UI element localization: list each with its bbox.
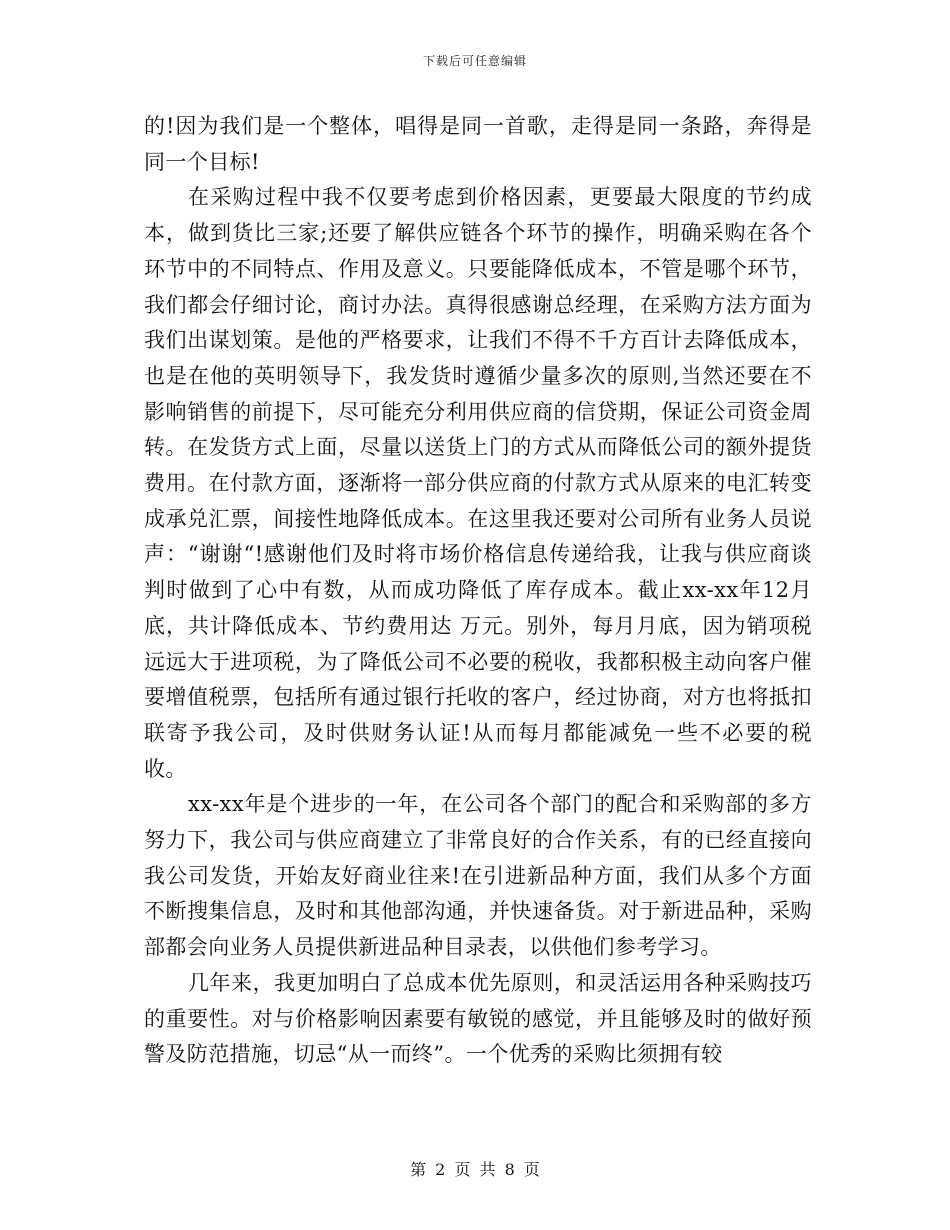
paragraph-continuation: 的!因为我们是一个整体，唱得是同一首歌，走得是同一条路，奔得是同一个目标! (144, 114, 812, 174)
paragraph-experience: 几年来，我更加明白了总成本优先原则，和灵活运用各种采购技巧的重要性。对与价格影响因素要有敏锐的感觉，并且能够及时的做好预警及防范措施，切忌“从一而终”。一个优秀的采购比须拥有较 (144, 970, 812, 1067)
paragraph-cost-control: 在采购过程中我不仅要考虑到价格因素，更要最大限度的节约成本，做到货比三家;还要了解供应链各个环节的操作，明确采购在各个环节中的不同特点、作用及意义。只要能降低成本，不管是哪个环节，我们都会仔细讨论，商讨办法。真得很感谢总经理，在采购方法方面为我们出谋划策。是他的严格要求，让我们不得不千方百计去降低成本，也是在他的英明领导下，我发货时遵循少量多次的原则,当然还要在不影响销售的前提下，尽可能充分利用供应商的信贷期，保证公司资金周转。在发货方式上面，尽量以送货上门的方式从而降低公司的额外提货费用。在付款方面，逐渐将一部分供应商的付款方式从原来的电汇转变成承兑汇票，间接性地降低成本。在这里我还要对公司所有业务人员说声：“谢谢“!感谢他们及时将市场价格信息传递给我，让我与供应商谈判时做到了心中有数，从而成功降低了库存成本。截止xx-xx年12月底，共计降低成本、节约费用达 万元。别外，每月月底，因为销项税远远大于进项税，为了降低公司不必要的税收，我都积极主动向客户催要增值税票，包括所有通过银行托收的客户，经过协商，对方也将抵扣联寄予我公司，及时供财务认证!从而每月都能减免一些不必要的税收。 (144, 185, 812, 781)
page-header: 下载后可任意编辑 (422, 54, 527, 68)
paragraph-supplier-relations: xx-xx年是个进步的一年，在公司各个部门的配合和采购部的多方努力下，我公司与供应商建立了非常良好的合作关系，有的已经直接向我公司发货，开始友好商业往来!在引进新品种方面，我们从多个方面不断搜集信息，及时和其他部沟通，并快速备货。对于新进品种，采购部都会向业务人员提供新进品种目录表，以供他们参考学习。 (144, 792, 812, 960)
document-body (144, 109, 812, 1073)
page-footer: 第 2 页 共 8 页 (410, 1160, 540, 1179)
